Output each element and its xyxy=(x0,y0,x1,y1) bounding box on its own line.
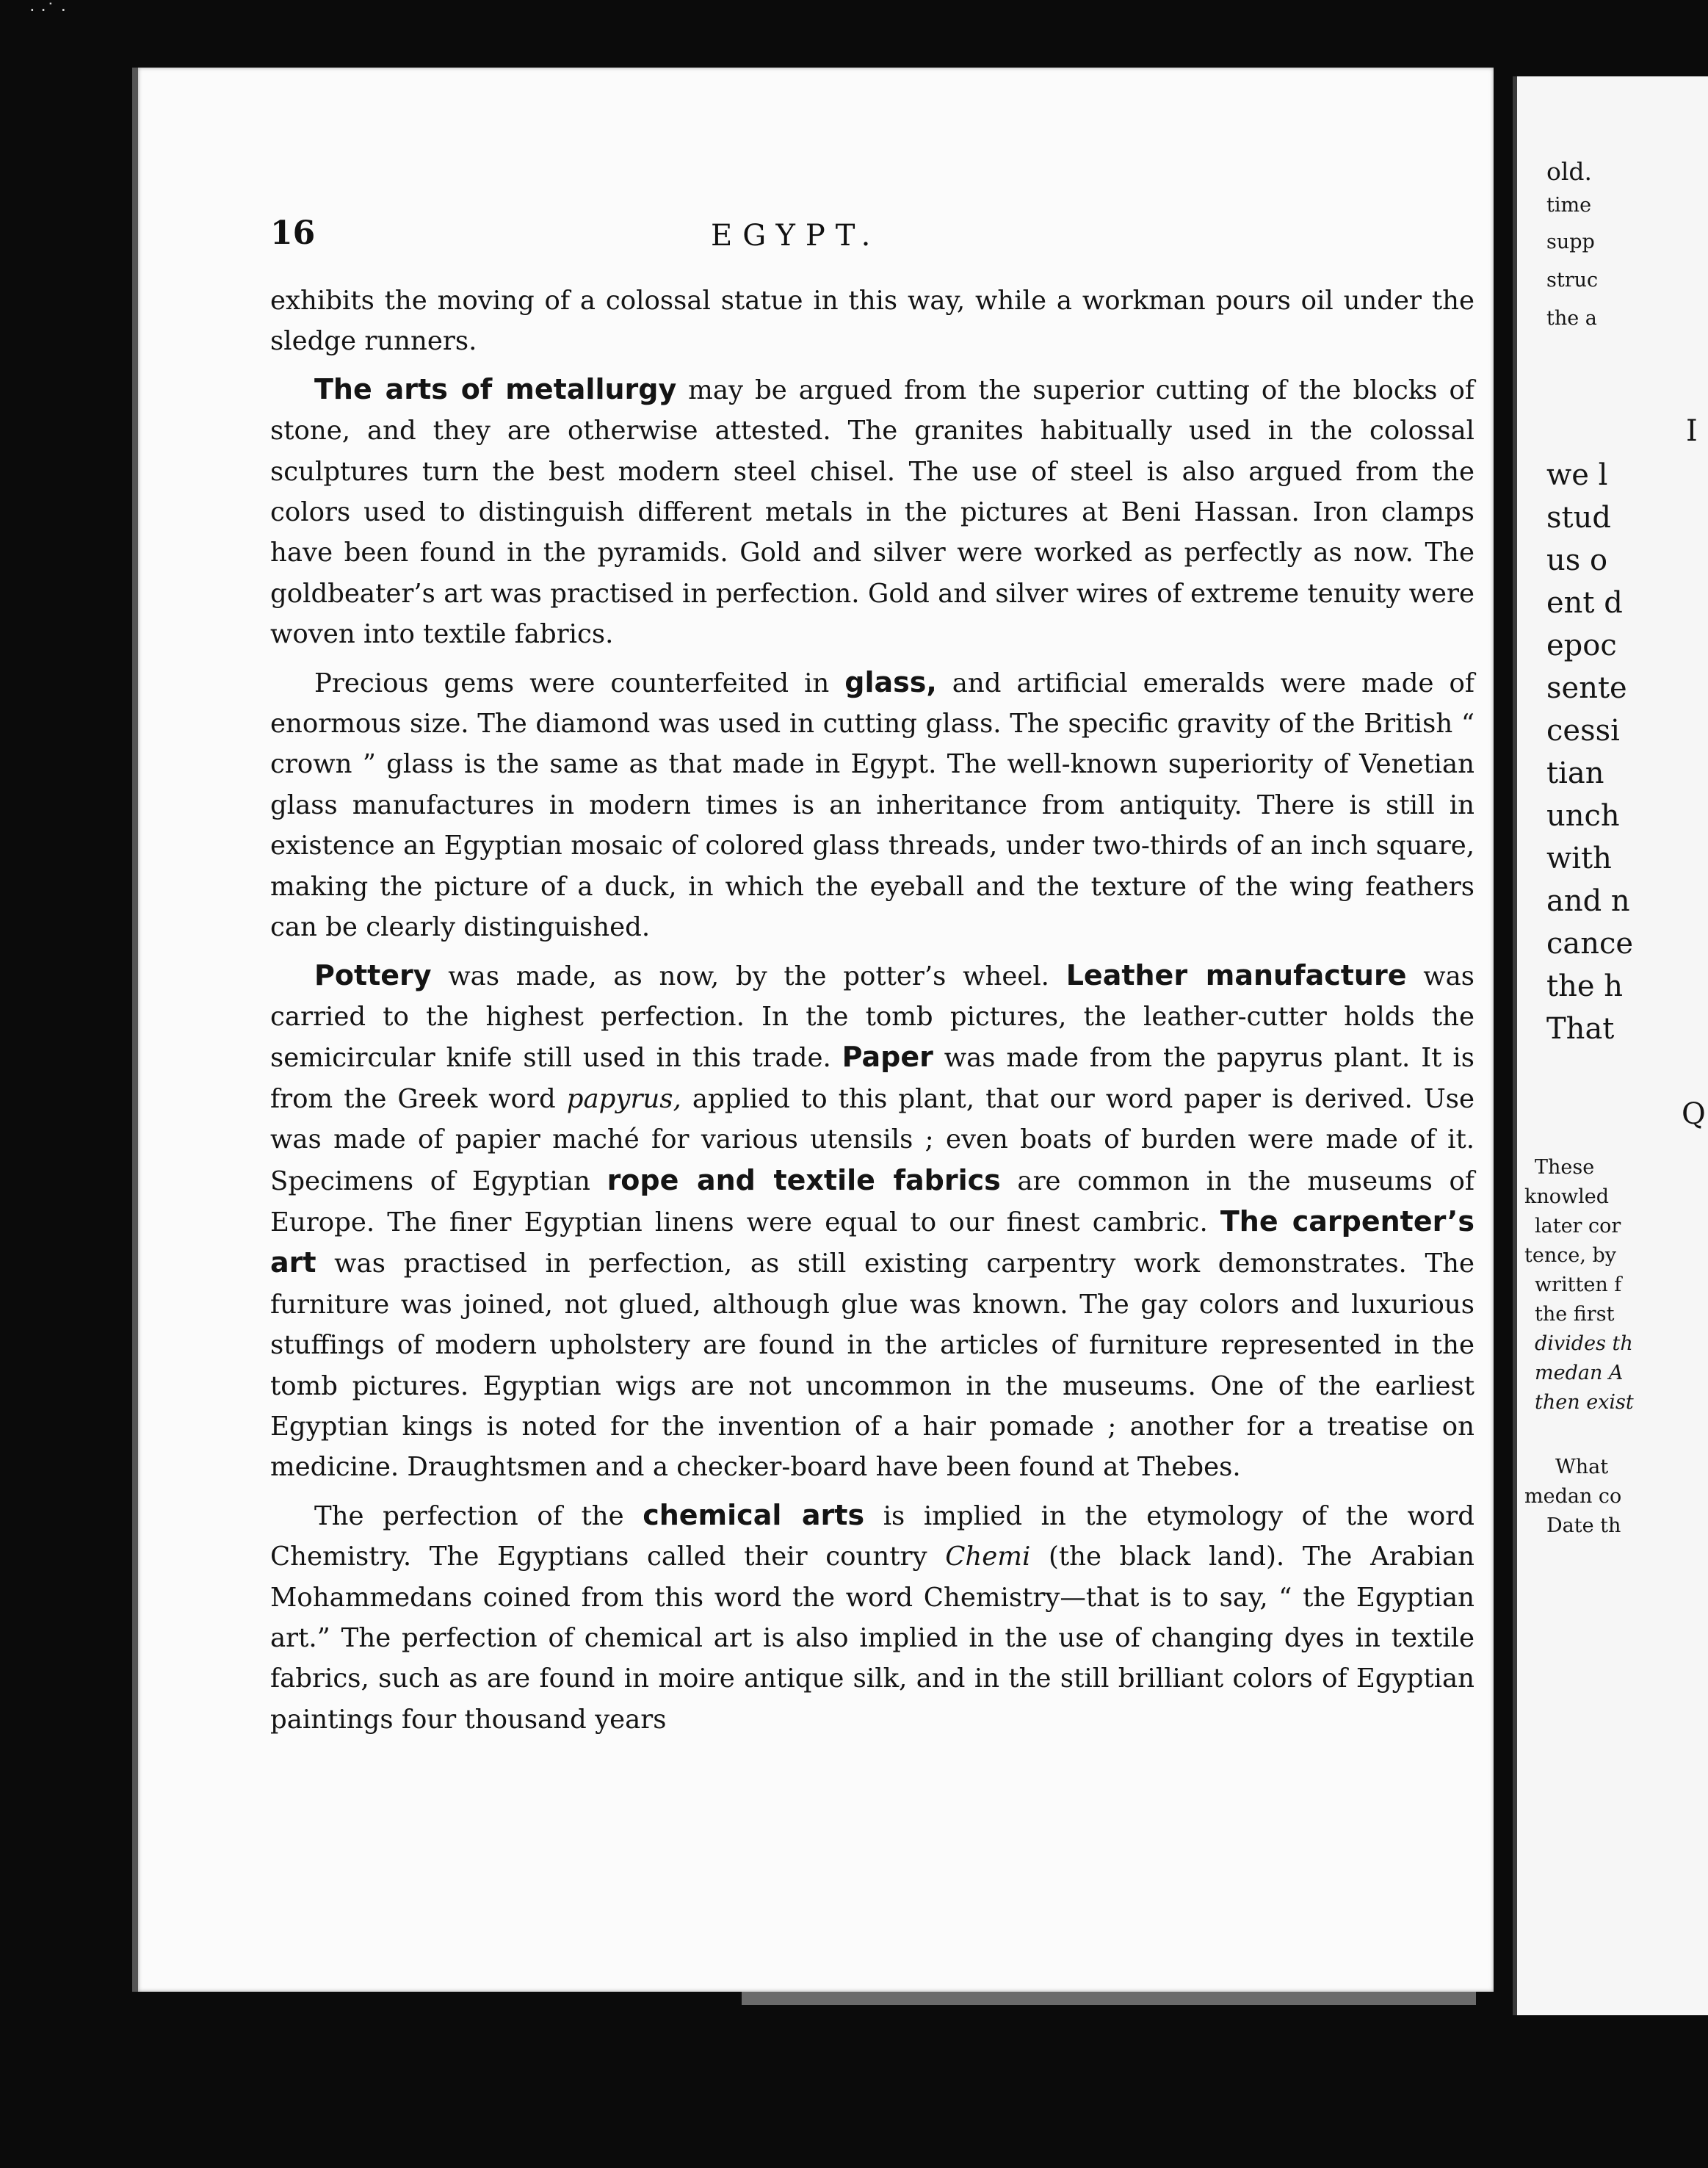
bold-keyword: rope and textile fabrics xyxy=(607,1163,1001,1196)
right-page-line-fragment: the h xyxy=(1546,969,1623,1003)
paragraph xyxy=(270,369,1474,655)
italic-term: papyrus, xyxy=(566,1083,681,1114)
right-page-line-fragment: stud xyxy=(1546,501,1611,535)
right-page-line-fragment: What xyxy=(1555,1456,1609,1478)
bold-keyword: Pottery xyxy=(314,958,432,991)
bold-keyword: glass, xyxy=(844,665,937,698)
right-page-line-fragment: knowled xyxy=(1524,1185,1610,1208)
text-run: Precious gems were counterfeited in xyxy=(314,668,845,698)
paragraph xyxy=(270,955,1474,1488)
bold-keyword: Leather manufacture xyxy=(1065,958,1407,991)
left-page xyxy=(132,68,1494,1992)
paragraph xyxy=(270,1495,1474,1740)
text-run: are common in the museums of Europe. The finer Egyptian linens were equal to our finest cambric. xyxy=(270,1166,1474,1237)
page-edge-shadow xyxy=(742,1992,1476,2005)
right-page-line-fragment: time xyxy=(1546,194,1592,217)
paragraph xyxy=(270,281,1474,362)
text-run: (the black land). The Arabian Mohammedans coined from this word the word Chemistry—that is to say, “ the Egyptian art.” The perfection of chemical art is also implied in the use of changing dyes in textile fabrics, such as are found in moire antique silk, and in the still brilliant colors of Egyptian paintings four thousand years xyxy=(270,1542,1474,1735)
text-run: was made from the papyrus plant. It is from the Greek word xyxy=(270,1043,1474,1114)
bold-keyword: chemical arts xyxy=(643,1498,865,1531)
running-title: EGYPT. xyxy=(711,219,881,253)
right-page-line-fragment: divides th xyxy=(1535,1332,1633,1355)
right-page-line-fragment: unch xyxy=(1546,799,1620,833)
bold-keyword: The carpenter’s art xyxy=(270,1204,1474,1279)
right-page-line-fragment: tence, by xyxy=(1524,1244,1617,1267)
text-run: and artificial emeralds were made of enormous size. The diamond was used in cutting glass. The specific gravity of the British “ crown ” glass is the same as that made in Egypt. The well-known superiority of Venetian glass manufactures in modern times is an inheritance from antiquity. There is still in existence an Egyptian mosaic of colored glass threads, under two-thirds of an inch square, making the picture of a duck, in which the eyeball and the texture of the wing feathers can be clearly distinguished. xyxy=(270,668,1474,943)
text-run: was made, as now, by the potter’s wheel. xyxy=(431,961,1066,991)
right-page-line-fragment: epoc xyxy=(1546,629,1617,662)
right-page-line-fragment: I xyxy=(1686,414,1698,448)
right-page-line-fragment: These xyxy=(1535,1156,1595,1179)
right-page-line-fragment: and n xyxy=(1546,884,1630,918)
right-page-line-fragment: the first xyxy=(1535,1303,1615,1326)
right-page-line-fragment: us o xyxy=(1546,543,1608,577)
page-number: 16 xyxy=(270,214,316,252)
text-run: may be argued from the superior cutting of the blocks of stone, and they are otherwise attested. The granites habitually used in the colossal sculptures turn the best modern steel chisel. The use of steel is also argued from the colors used to distinguish different metals in the pictures at Beni Hassan. Iron clamps have been found in the pyramids. Gold and silver were worked as perfectly as now. The goldbeater’s art was practised in perfection. Gold and silver wires of extreme tenuity were woven into textile fabrics. xyxy=(270,375,1474,650)
left-page-content xyxy=(270,214,1474,1747)
right-page-line-fragment: medan A xyxy=(1535,1362,1624,1384)
text-run: exhibits the moving of a colossal statue in this way, while a workman pours oil under the sledge runners. xyxy=(270,286,1474,357)
text-run: The perfection of the xyxy=(314,1500,643,1531)
bold-keyword: Paper xyxy=(842,1041,933,1074)
right-page-fragment xyxy=(1513,76,1708,2015)
right-page-line-fragment: later cor xyxy=(1535,1215,1621,1237)
right-page-line-fragment: cessi xyxy=(1546,714,1620,748)
bold-keyword: The arts of metallurgy xyxy=(314,372,677,405)
text-run: applied to this plant, that our word paper is derived. Use was made of papier maché for various utensils ; even boats of burden were made of it. Specimens of Egyptian xyxy=(270,1083,1475,1196)
right-page-line-fragment: then exist xyxy=(1535,1391,1634,1414)
italic-term: Chemi xyxy=(945,1542,1031,1572)
text-run: is implied in the etymology of the word Chemistry. The Egyptians called their country xyxy=(270,1500,1474,1572)
right-page-line-fragment: tian xyxy=(1546,756,1604,790)
right-page-line-fragment: supp xyxy=(1546,231,1595,253)
right-page-line-fragment: Q xyxy=(1682,1097,1706,1131)
scan-specks: · ·˙ · xyxy=(29,0,67,21)
right-page-line-fragment: we l xyxy=(1546,458,1608,492)
paragraph xyxy=(270,662,1474,948)
right-page-line-fragment: Date th xyxy=(1546,1514,1621,1537)
text-run: was carried to the highest perfection. In the tomb pictures, the leather-cutter holds the semicircular knife still used in this trade. xyxy=(270,961,1475,1074)
right-page-line-fragment: ent d xyxy=(1546,586,1623,620)
right-page-line-fragment: That xyxy=(1546,1012,1615,1046)
right-page-line-fragment: with xyxy=(1546,842,1612,875)
right-page-line-fragment: struc xyxy=(1546,269,1599,292)
right-page-line-fragment: the a xyxy=(1546,307,1597,330)
running-head xyxy=(270,214,1474,281)
right-page-line-fragment: cance xyxy=(1546,927,1634,961)
body-text xyxy=(270,281,1474,1740)
right-page-line-fragment: sente xyxy=(1546,671,1627,705)
right-page-line-fragment: written f xyxy=(1535,1273,1622,1296)
right-page-line-fragment: medan co xyxy=(1524,1485,1622,1508)
text-run: was practised in perfection, as still existing carpentry work demonstrates. The furniture was joined, not glued, although glue was known. The gay colors and luxurious stuffings of modern upholstery are found in the articles of furniture represented in the tomb pictures. Egyptian wigs are not uncommon in the museums. One of the earliest Egyptian kings is noted for the invention of a hair pomade ; another for a treatise on medicine. Draughtsmen and a checker-board have been found at Thebes. xyxy=(270,1249,1474,1483)
right-page-line-fragment: old. xyxy=(1546,157,1593,186)
